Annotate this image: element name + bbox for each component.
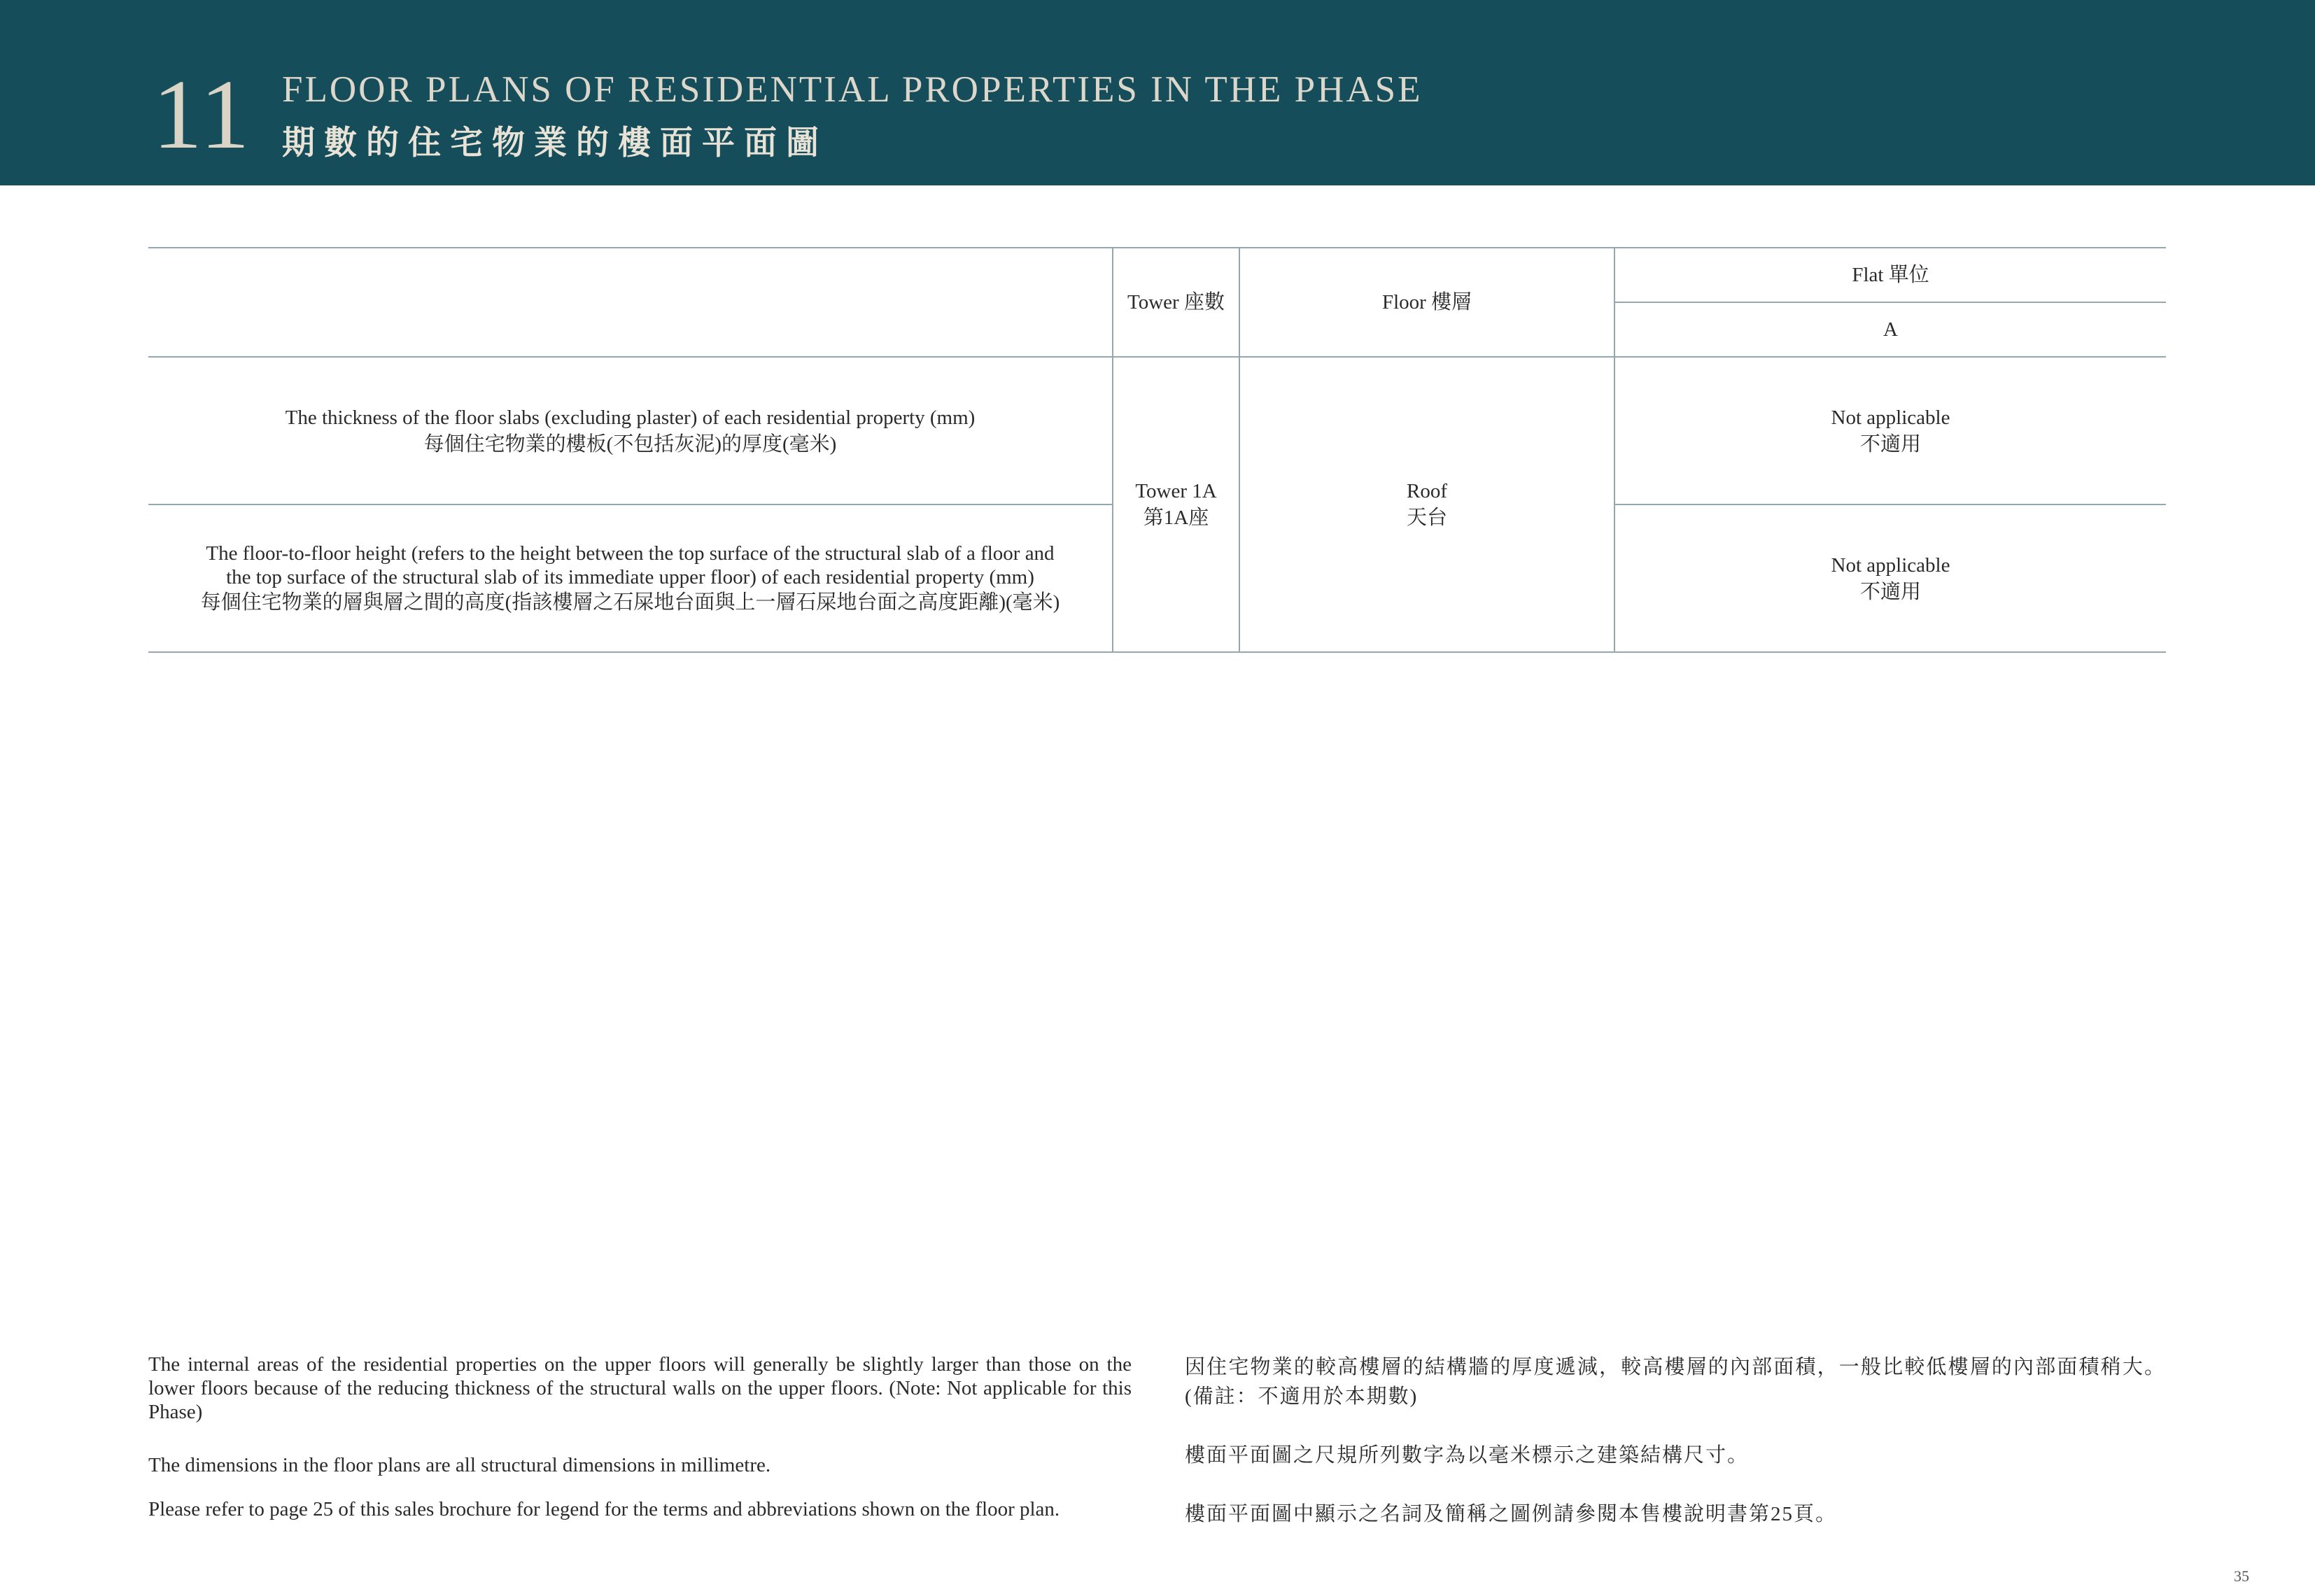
row-label-floor-height: [148, 504, 1113, 652]
note-en-legend: Please refer to page 25 of this sales brochure for legend for the terms and abbreviations shown on the floor plan.: [148, 1498, 1060, 1520]
header-blank-cell: [148, 248, 1113, 357]
row-label-en-line-1: The floor-to-floor height (refers to the height between the top surface of the structural slab of a floor and: [206, 542, 1055, 565]
note-zh-internal-areas: 因住宅物業的較高樓層的結構牆的厚度遞減，較高樓層的內部面積，一般比較低樓層的內部面積稍大。(備註：不適用於本期數): [1185, 1356, 2166, 1408]
row-label-slab-thickness: [148, 357, 1113, 504]
floor-spec-table: [148, 247, 2166, 653]
note-en-internal-areas: The internal areas of the residential properties on the upper floors will generally be slightly larger than those on the lower floors because of the reducing thickness of the structural walls on the upper floors. (Note: Not applicable for this Phase): [148, 1353, 1132, 1423]
value-cell: [1614, 504, 2166, 652]
table-row: [148, 357, 2166, 504]
header-flat: Flat 單位: [1614, 248, 2166, 302]
notes-english: [148, 1353, 1132, 1521]
row-label-en: The thickness of the floor slabs (excluding plaster) of each residential property (mm): [285, 406, 976, 429]
header-tower: Tower 座數: [1113, 248, 1239, 357]
floor-zh: 天台: [1406, 507, 1447, 529]
tower-zh: 第1A座: [1143, 507, 1209, 529]
page-header: [0, 0, 2315, 185]
note-zh-dimensions: 樓面平面圖之尺規所列數字為以毫米標示之建築結構尺寸。: [1185, 1444, 1750, 1467]
row-label-zh: 每個住宅物業的層與層之間的高度(指該樓層之石屎地台面與上一層石屎地台面之高度距離)(毫米): [200, 591, 1060, 614]
value-en: Not applicable: [1831, 553, 1950, 577]
row-label-zh: 每個住宅物業的樓板(不包括灰泥)的厚度(毫米): [423, 432, 837, 456]
value-zh: 不適用: [1859, 432, 1921, 456]
value-zh: 不適用: [1859, 580, 1921, 603]
section-title-zh: 期數的住宅物業的樓面平面圖: [282, 125, 828, 162]
floor-en: Roof: [1407, 480, 1447, 502]
row-label-en-line-2: the top surface of the structural slab of its immediate upper floor) of each residential property (mm): [226, 565, 1034, 588]
note-zh-legend: 樓面平面圖中顯示之名詞及簡稱之圖例請參閱本售樓說明書第25頁。: [1185, 1503, 1838, 1525]
header-flat-a: A: [1614, 302, 2166, 357]
header-floor: Floor 樓層: [1239, 248, 1614, 357]
tower-en: Tower 1A: [1135, 480, 1217, 502]
floor-cell: [1239, 357, 1614, 652]
value-en: Not applicable: [1831, 406, 1950, 429]
notes-chinese: [1185, 1353, 2166, 1529]
page-number: 35: [2234, 1567, 2249, 1585]
note-en-dimensions: The dimensions in the floor plans are all structural dimensions in millimetre.: [148, 1454, 771, 1476]
table-header-row: [148, 248, 2166, 302]
section-title-en: FLOOR PLANS OF RESIDENTIAL PROPERTIES IN THE PHASE: [282, 69, 1423, 110]
value-cell: [1614, 357, 2166, 504]
section-number: 11: [153, 59, 251, 169]
tower-cell: [1113, 357, 1239, 652]
